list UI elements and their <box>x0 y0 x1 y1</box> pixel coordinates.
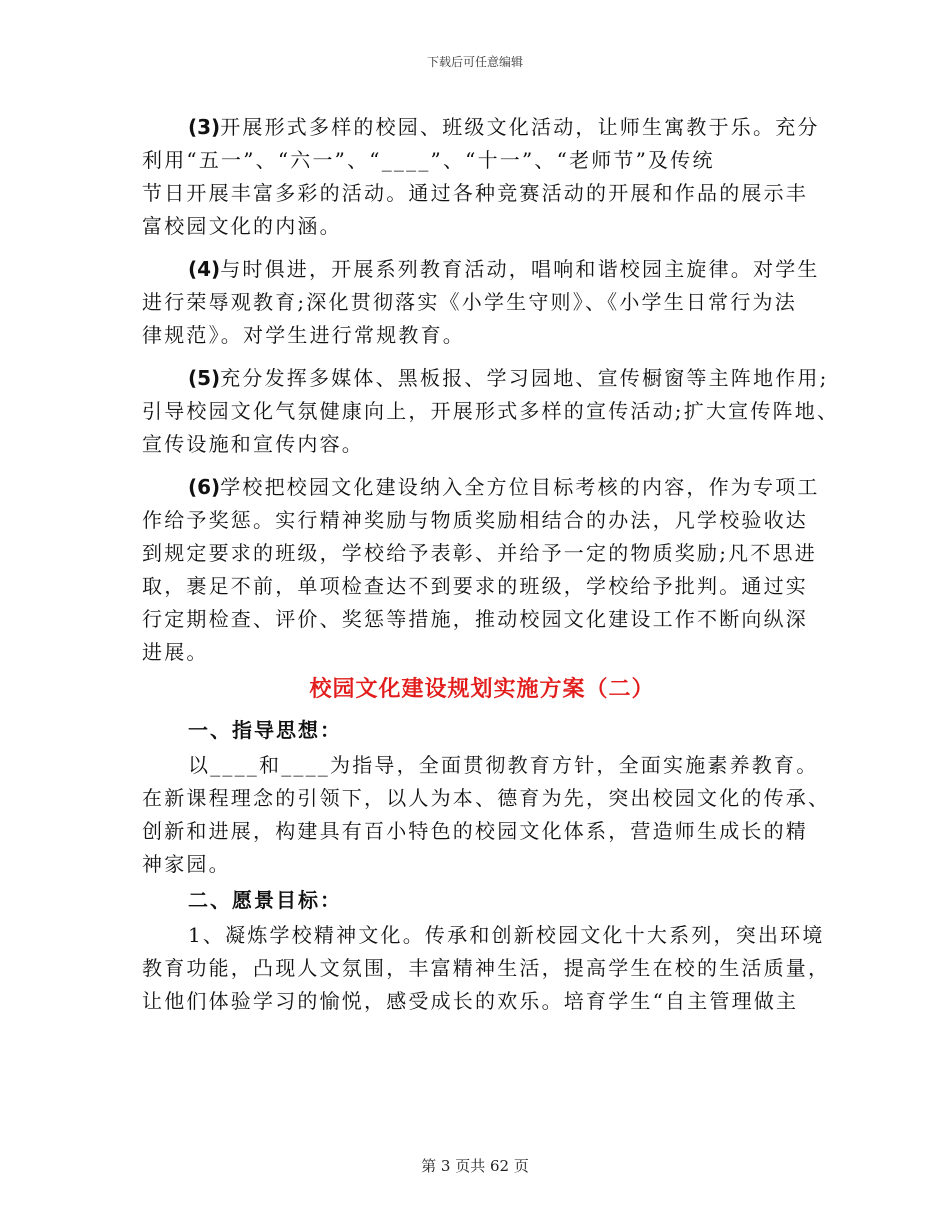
paragraph-6-line: 行定期检查、评价、奖惩等措施，推动校园文化建设工作不断向纵深 <box>142 607 808 631</box>
goal-line: 让他们体验学习的愉悦，感受成长的欢乐。培育学生“自主管理做主 <box>142 989 799 1013</box>
paragraph-3-line: 利用“五一”、“六一”、“____”、“十一”、“老师节”及传统 <box>142 148 715 172</box>
paragraph-text: 开展形式多样的校园、班级文化活动，让师生寓教于乐。充分 <box>220 115 820 139</box>
heading-vision-goals: 二、愿景目标： <box>188 888 342 912</box>
paragraph-number: (4) <box>188 257 221 281</box>
paragraph-4-line <box>142 253 822 286</box>
paragraph-5-line <box>142 362 829 395</box>
paragraph-6-line: 到规定要求的班级，学校给予表彰、并给予一定的物质奖励;凡不思进 <box>142 541 817 565</box>
page-footer: 第 3 页共 62 页 <box>421 1157 529 1175</box>
heading-guiding-thought: 一、指导思想： <box>188 718 342 742</box>
section-title: 校园文化建设规划实施方案（二） <box>309 676 655 702</box>
paragraph-text: 充分发挥多媒体、黑板报、学习园地、宣传橱窗等主阵地作用; <box>220 366 829 390</box>
paragraph-number: (6) <box>188 475 221 499</box>
guide-line: 创新和进展，构建具有百小特色的校园文化体系，营造师生成长的精 <box>142 819 808 843</box>
page-header: 下载后可任意编辑 <box>426 55 523 69</box>
paragraph-3-line: 节日开展丰富多彩的活动。通过各种竞赛活动的开展和作品的展示丰 <box>142 181 808 205</box>
goal-line: 1、凝炼学校精神文化。传承和创新校园文化十大系列，突出环境 <box>188 923 825 947</box>
paragraph-6-line: 作给予奖惩。实行精神奖励与物质奖励相结合的办法，凡学校验收达 <box>142 508 808 532</box>
paragraph-number: (3) <box>188 115 221 139</box>
paragraph-3-line <box>142 111 822 144</box>
paragraph-number: (5) <box>188 366 221 390</box>
paragraph-6-line: 取，裹足不前，单项检查达不到要求的班级，学校给予批判。通过实 <box>142 574 808 598</box>
paragraph-3-line: 富校园文化的内涵。 <box>142 214 342 238</box>
paragraph-5-line: 宣传设施和宣传内容。 <box>142 432 364 456</box>
paragraph-4-line: 进行荣辱观教育;深化贯彻落实《小学生守则》、《小学生日常行为法 <box>142 290 797 314</box>
guide-line: 以____和____为指导，全面贯彻教育方针，全面实施素养教育。 <box>188 753 819 777</box>
paragraph-4-line: 律规范》。对学生进行常规教育。 <box>142 323 465 347</box>
goal-line: 教育功能，凸现人文氛围，丰富精神生活，提高学生在校的生活质量， <box>142 956 831 980</box>
paragraph-6-line: 进展。 <box>142 640 209 664</box>
guide-line: 神家园。 <box>142 852 231 876</box>
paragraph-6-line <box>142 471 822 504</box>
guide-line: 在新课程理念的引领下，以人为本、德育为先，突出校园文化的传承、 <box>142 786 831 810</box>
paragraph-text: 学校把校园文化建设纳入全方位目标考核的内容，作为专项工 <box>220 475 820 499</box>
paragraph-5-line: 引导校园文化气氛健康向上，开展形式多样的宣传活动;扩大宣传阵地、 <box>142 399 840 423</box>
document-body <box>142 111 840 1018</box>
paragraph-text: 与时俱进，开展系列教育活动，唱响和谐校园主旋律。对学生 <box>220 257 820 281</box>
